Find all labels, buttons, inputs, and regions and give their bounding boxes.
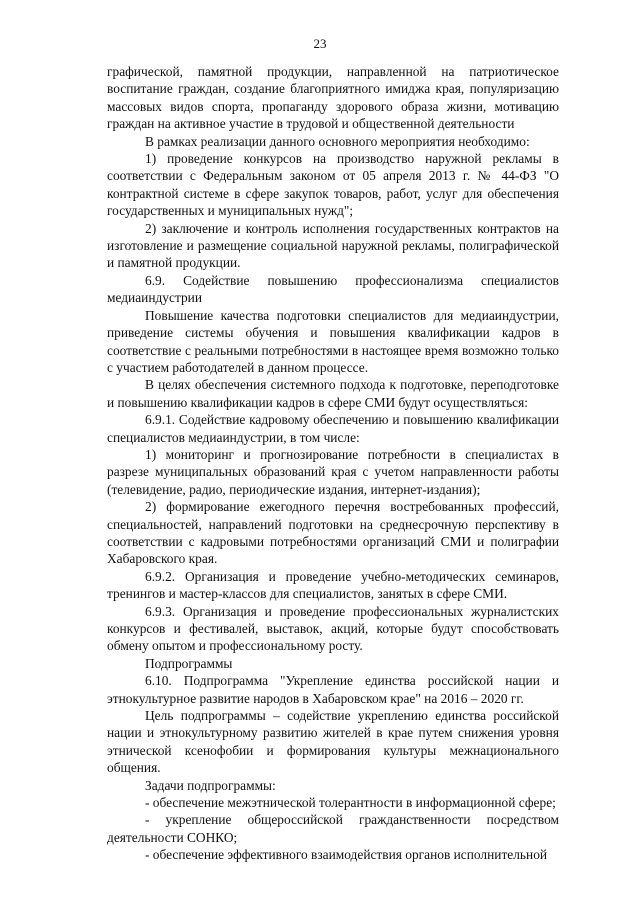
paragraph-measure-1: 1) проведение конкурсов на производство наружной рекламы в соответствии с Федеральным законом от 05 апреля 2013 г. № 44-ФЗ "О контрактной системе в сфере закупок товаров, работ, услуг для обеспечения государственных и муниципальных нужд"; — [107, 151, 559, 219]
subprograms-heading: Подпрограммы — [145, 655, 233, 671]
page-number: 23 — [313, 36, 327, 51]
tasks-heading: Задачи подпрограммы: — [145, 777, 276, 793]
paragraph-system-approach: В целях обеспечения системного подхода к подготовке, переподготовке и повышению квалификации кадров в сфере СМИ будут осуществляться: — [107, 377, 559, 410]
section-heading-6-10: 6.10. Подпрограмма "Укрепление единства российской нации и этнокультурное развитие народов в Хабаровском крае" на 2016 – 2020 гг. — [107, 673, 559, 706]
list-item-professions-list: 2) формирование ежегодного перечня востребованных профессий, специальностей, направлений подготовки на среднесрочную перспективу в соответствии с кадровыми потребностями организаций СМИ и полиграфии Хабаровского края. — [107, 499, 559, 567]
paragraph-measure-2: 2) заключение и контроль исполнения государственных контрактов на изготовление и размещение социальной наружной рекламы, полиграфической и памятной продукции. — [107, 220, 559, 271]
paragraph-continuation: графической, памятной продукции, направленной на патриотическое воспитание граждан, создание благоприятного имиджа края, популяризацию массовых видов спорта, пропаганду здорового образа жизни, мотивацию граждан на активное участие в трудовой и общественной деятельности — [107, 64, 559, 132]
section-heading-6-9: 6.9. Содействие повышению профессионализма специалистов медиаиндустрии — [107, 272, 559, 306]
paragraph-measures-intro: В рамках реализации данного основного мероприятия необходимо: — [145, 133, 530, 149]
paragraph-subprogram-goal: Цель подпрограммы – содействие укреплению единства российской нации и этнокультурному развитию жителей в крае путем снижения уровня этнической ксенофобии и формирования культуры межнационального общения. — [107, 708, 559, 776]
task-item-citizenship: - укрепление общероссийской гражданственности посредством деятельности СОНКО; — [107, 812, 559, 845]
section-heading-6-9-3: 6.9.3. Организация и проведение профессиональных журналистских конкурсов и фестивалей, выставок, акций, которые будут способствовать обмену опытом и профессиональному росту. — [107, 603, 559, 654]
paragraph-training-quality: Повышение качества подготовки специалистов для медиаиндустрии, приведение системы обучения и повышения квалификации кадров в соответствие с реальными потребностями в настоящее время возможно только с участием работодателей в данном процессе. — [107, 307, 559, 375]
task-item-interaction: - обеспечение эффективного взаимодействия органов исполнительной — [145, 847, 548, 863]
document-body — [107, 63, 559, 864]
section-heading-6-9-1: 6.9.1. Содействие кадровому обеспечению и повышению квалификации специалистов медиаиндустрии, в том числе: — [107, 412, 559, 445]
section-heading-6-9-2: 6.9.2. Организация и проведение учебно-методических семинаров, тренингов и мастер-классов для специалистов, занятых в сфере СМИ. — [107, 568, 559, 602]
list-item-monitoring: 1) мониторинг и прогнозирование потребности в специалистах в разрезе муниципальных образований края с учетом направленности работы (телевидение, радио, периодические издания, интернет-издания); — [107, 446, 559, 497]
task-item-tolerance: - обеспечение межэтнической толерантности в информационной сфере; — [145, 795, 556, 811]
